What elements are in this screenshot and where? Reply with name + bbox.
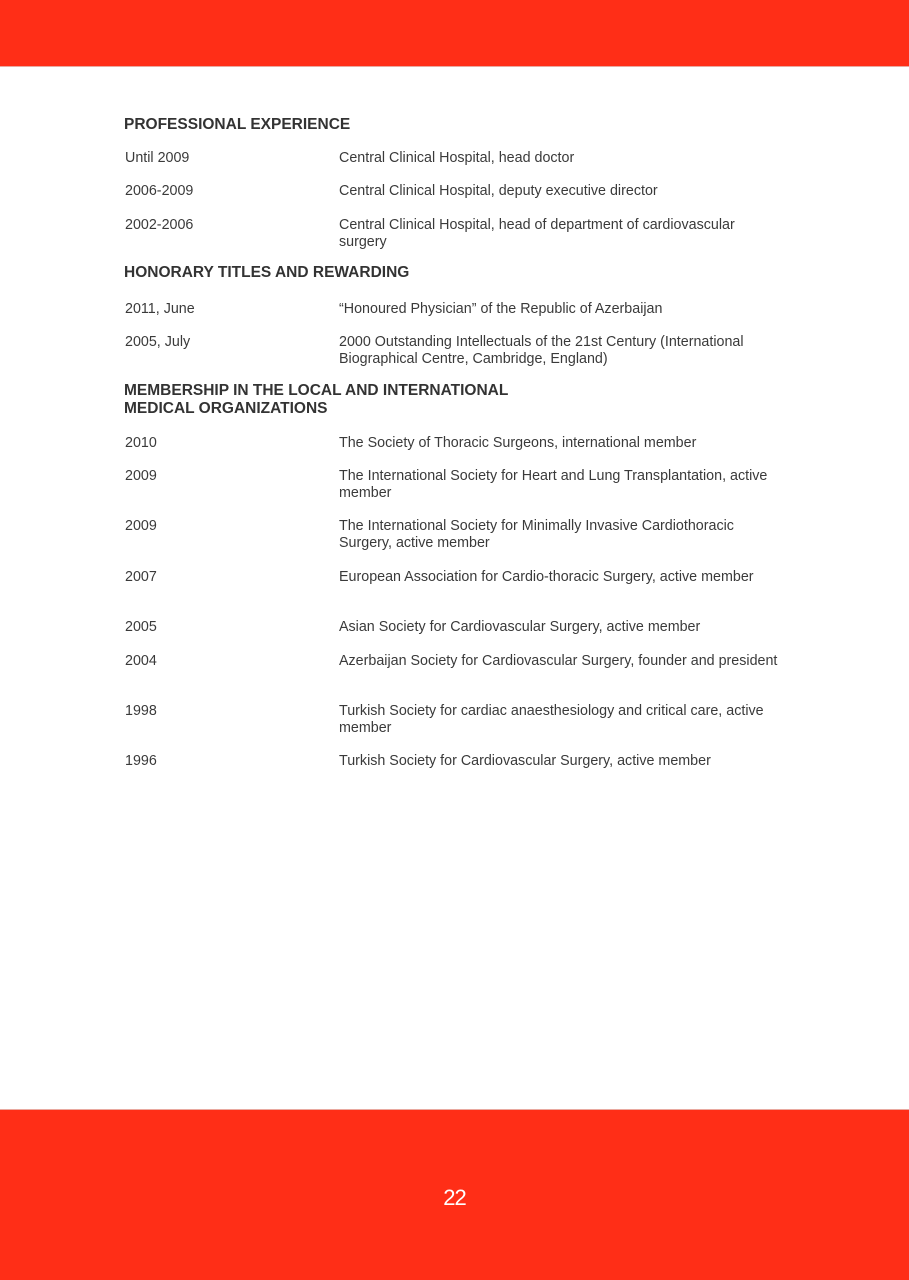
page-number: 22 bbox=[443, 1185, 466, 1210]
entry-text: Turkish Society for Cardiovascular Surgery, active member bbox=[339, 753, 711, 769]
entry-date: 1998 bbox=[125, 703, 157, 719]
entry-date: Until 2009 bbox=[125, 150, 190, 166]
entry-date: 2005 bbox=[125, 619, 157, 635]
entry-date: 2009 bbox=[125, 468, 157, 484]
entry-date: 2002-2006 bbox=[125, 217, 194, 233]
section-title-honorary-titles: HONORARY TITLES AND REWARDING bbox=[124, 264, 410, 281]
entry-text: Turkish Society for cardiac anaesthesiology and critical care, active member bbox=[339, 703, 764, 736]
entry-text: Asian Society for Cardiovascular Surgery, active member bbox=[339, 619, 701, 635]
entry-date: 1996 bbox=[125, 753, 157, 769]
entry-text: The International Society for Minimally Invasive Cardiothoracic Surgery, active member bbox=[339, 518, 734, 551]
entry-date: 2005, July bbox=[125, 334, 191, 350]
entry-date: 2004 bbox=[125, 653, 157, 669]
entry-text: The International Society for Heart and Lung Transplantation, active member bbox=[339, 468, 768, 501]
entry-text: Central Clinical Hospital, head of department of cardiovascular surgery bbox=[339, 217, 735, 250]
entry-text: 2000 Outstanding Intellectuals of the 21st Century (International Biographical Centre, Cambridge, England) bbox=[339, 334, 744, 367]
entry-text: European Association for Cardio-thoracic Surgery, active member bbox=[339, 569, 754, 585]
entry-text: Central Clinical Hospital, head doctor bbox=[339, 150, 575, 166]
section-title-professional-experience: PROFESSIONAL EXPERIENCE bbox=[124, 116, 351, 133]
section-title-membership: MEMBERSHIP IN THE LOCAL AND INTERNATIONAL MEDICAL ORGANIZATIONS bbox=[124, 382, 509, 417]
entry-date: 2010 bbox=[125, 435, 157, 451]
entry-date: 2007 bbox=[125, 569, 157, 585]
entry-date: 2011, June bbox=[125, 301, 195, 317]
entry-text: The Society of Thoracic Surgeons, international member bbox=[339, 435, 697, 451]
entry-text: Azerbaijan Society for Cardiovascular Surgery, founder and president bbox=[339, 653, 778, 669]
entry-text: “Honoured Physician” of the Republic of Azerbaijan bbox=[339, 301, 663, 317]
entry-text: Central Clinical Hospital, deputy executive director bbox=[339, 183, 658, 199]
header-band bbox=[0, 0, 909, 67]
entry-date: 2006-2009 bbox=[125, 183, 194, 199]
entry-date: 2009 bbox=[125, 518, 157, 534]
